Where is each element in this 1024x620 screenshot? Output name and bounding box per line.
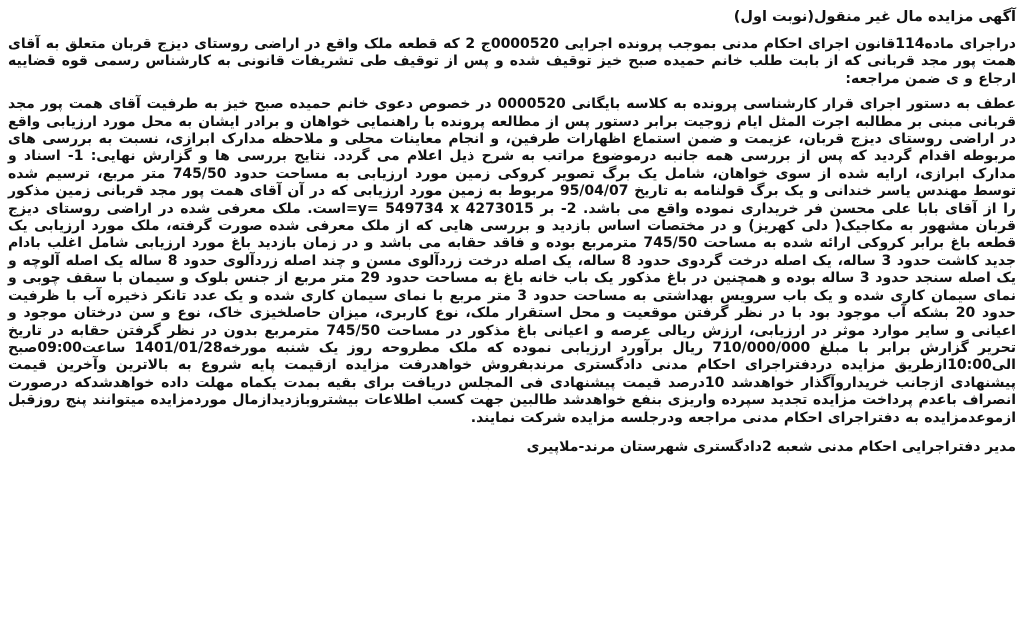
- notice-title: آگهی مزایده مال غیر منقول(نوبت اول): [733, 9, 1016, 25]
- notice-paragraph-intro: دراجرای ماده114قانون اجرای احکام مدنی بموجب پرونده اجرایی 0000520ج 2 که قطعه ملک واقع در اراضی روستای دیزج قربان متعلق به آقای همت پور مجد قربانی که از بابت طلب خانم حمیده صبح خیز توقیف شده و پس از توقیف طی تشریفات قانونی به کارشناس رسمی قوه قضاییه ارجاع و ی ضمن مراجعه:: [8, 36, 1016, 87]
- notice-signature: مدیر دفتراجرایی احکام مدنی شعبه 2دادگستری شهرستان مرند-ملاپیری: [526, 438, 1016, 455]
- notice-paragraph-expert-report: عطف به دستور اجرای قرار کارشناسی پرونده به کلاسه بایگانی 0000520 در خصوص دعوی خانم حمیده صبح خیز به طرفیت آقای همت پور مجد قربانی مبنی بر مطالبه اجرت المثل ایام زوجیت برابر دستور پس از مطالعه پرونده با راهنمایی خواهان و برادر ایشان به محل مورد ارزیابی واقع در اراضی روستای دیزج قربان، عزیمت و ضمن استماع اظهارات طرفین، و انجام معاینات محلی و ملاحظه مدارک ابرازی، نسبت به بررسی های مربوطه اقدام گردید که پس از بررسی همه جانبه درموضوع مراتب به شرح ذیل اعلام می گردد. نتایج بررسی ها و گزارش نهایی: 1- اسناد و مدارک ابرازی، ارایه شده از سوی خواهان، شامل یک برگ تصویر کروکی زمین مورد ارزیابی به مساحت حدود 745/50 متر مربع، ترسیم شده توسط مهندس یاسر خندانی و یک برگ قولنامه به تاریخ 95/04/07 مربوط به زمین مورد ارزیابی که در آن آقای همت پور مجد قربانی زمین مذکور را از آقای بابا علی محسن فر خریداری نموده واقع می باشد. 2- بر 4273015 y= 549734 x=است. ملک معرفی شده در اراضی روستای دیزج قربان مشهور به مکاجیک( دلی کهریز) و در مختصات اساس بازدید و بررسی هایی که از ملک معرفی شده صورت گرفته، ملک مورد ارزیابی یک قطعه باغ برابر کروکی ارائه شده به مساحت 745/50 مترمربع بوده و فاقد حقابه می باشد و در زمان بازدید باغ مورد ارزیابی شامل اغلب بادام جدید کاشت حدود 3 ساله، یک اصله درخت گردوی حدود 8 ساله، یک اصله درخت زردآلوی مسن و چند اصله زردآلوی حدود 8 ساله یک اصله آلوچه و یک اصله سنجد حدود 3 ساله بوده و همچنین در باغ مذکور یک باب خانه باغ به مساحت حدود 29 متر مربع از جنس بلوک و سیمان با سقف چوبی و نمای سیمان کاری شده و یک باب سرویس بهداشتی به مساحت حدود 3 متر مربع با نمای سیمان کاری شده و یک عدد تانکر ذخیره آب با ظرفیت حدود 20 بشکه آب موجود بود با در نظر گرفتن موقعیت و محل استقرار ملک، نوع کاربری، میزان حاصلخیزی خاک، نوع و سن درختان موجود و اعیانی و سایر موارد موثر در ارزیابی، ارزش ریالی عرصه و اعیانی باغ مذکور در مساحت 745/50 مترمربع بدون در نظر گرفتن حقابه در تاریخ تحریر گزارش برابر با مبلغ 710/000/000 ریال برآورد ارزیابی نموده که ملک مطروحه روز یک شنبه مورخه1401/01/28 ساعت09:00صبح الی10:00ازطریق مزایده دردفتراجرای احکام مدنی دادگستری مرندبفروش خواهدرفت مزایده ازقیمت پایه شروع به بالاترین وآخرین قیمت پیشنهادی ازجانب خریداروآگذار خواهدشد 10درصد قیمت پیشنهادی فی المجلس دریافت برای بقیه بمدت یکماه مهلت داده خواهدشدکه درصورت انصراف باعدم پرداخت مزایده تجدید سپرده واریزی بنفع خواهدشد طالبین جهت کسب اطلاعات بیشتروبازدیدازمال موردمزایده میتوانند پنج روزقبل ازموعدمزایده به دفتراجرای احکام مدنی مراجعه ودرجلسه مزایده شرکت نمایند.: [8, 96, 1017, 426]
